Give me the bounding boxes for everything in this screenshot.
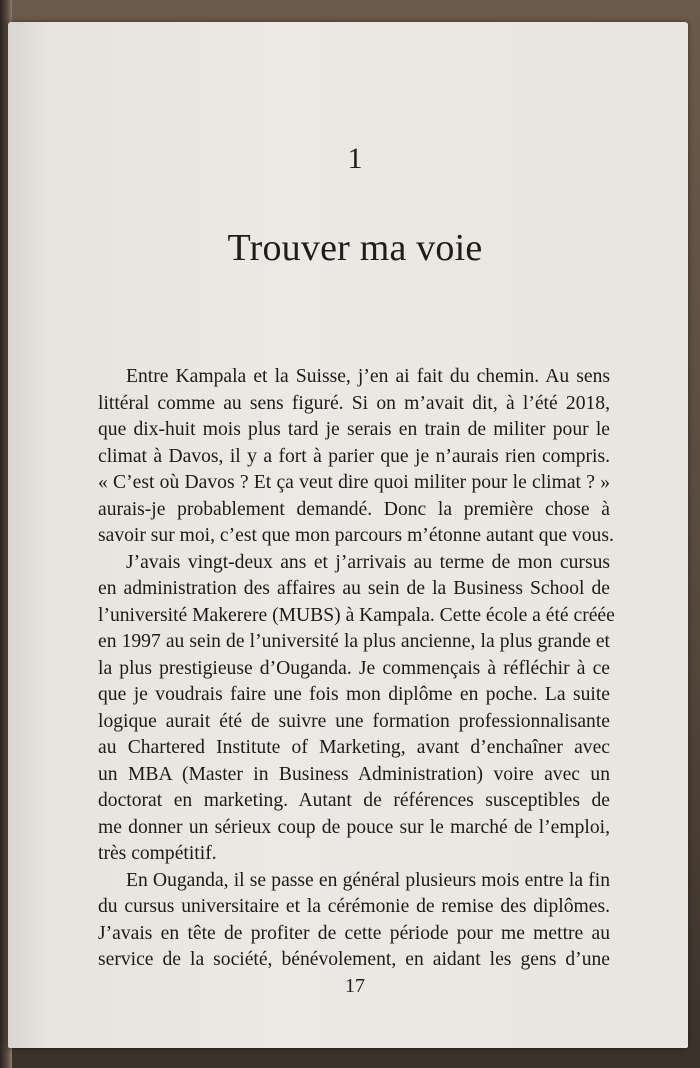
text-line: que dix-huit mois plus tard je serais en train de militer pour le [98, 419, 610, 440]
text-line: Entre Kampala et la Suisse, j’en ai fait du chemin. Au sens [126, 366, 610, 387]
text-line: aurais-je probablement demandé. Donc la première chose à [98, 498, 610, 520]
chapter-title: Trouver ma voie [227, 227, 483, 269]
text-line: service de la société, bénévolement, en aidant les gens d’une [98, 949, 610, 970]
text-line: « C’est où Davos ? Et ça veut dire quoi militer pour le climat ? » [98, 472, 610, 493]
text-line: en administration des affaires au sein de la Business School de [98, 578, 610, 599]
text-line: l’université Makerere (MUBS) à Kampala. Cette école a été créée [98, 604, 615, 626]
text-line: littéral comme au sens figuré. Si on m’avait dit, à l’été 2018, [98, 392, 610, 414]
body-text [98, 364, 615, 974]
text-line: du cursus universitaire et la cérémonie de remise des diplômes. [98, 896, 610, 917]
text-line: J’avais en tête de profiter de cette période pour me mettre au [98, 922, 610, 944]
text-line: J’avais vingt-deux ans et j’arrivais au terme de mon cursus [126, 551, 610, 573]
chapter-number: 1 [347, 142, 363, 175]
book-page [8, 22, 688, 1048]
text-line: me donner un sérieux coup de pouce sur le marché de l’emploi, [98, 816, 610, 838]
text-line: un MBA (Master in Business Administration) voire avec un [98, 763, 610, 785]
text-line: au Chartered Institute of Marketing, avant d’enchaîner avec [98, 737, 610, 758]
text-line: doctorat en marketing. Autant de références susceptibles de [98, 790, 610, 811]
text-line: la plus prestigieuse d’Ouganda. Je commençais à réfléchir à ce [98, 657, 610, 679]
text-line: que je voudrais faire une fois mon diplôme en poche. La suite [98, 684, 610, 705]
text-line: très compétitif. [98, 843, 217, 864]
text-line: En Ouganda, il se passe en général plusieurs mois entre la fin [126, 869, 610, 891]
page-number: 17 [345, 975, 365, 997]
text-line: en 1997 au sein de l’université la plus ancienne, la plus grande et [98, 631, 610, 652]
text-line: logique aurait été de suivre une formation professionnalisante [98, 710, 610, 732]
text-line: climat à Davos, il y a fort à parier que je n’aurais rien compris. [98, 445, 610, 467]
text-line: savoir sur moi, c’est que mon parcours m’étonne autant que vous. [98, 525, 614, 546]
